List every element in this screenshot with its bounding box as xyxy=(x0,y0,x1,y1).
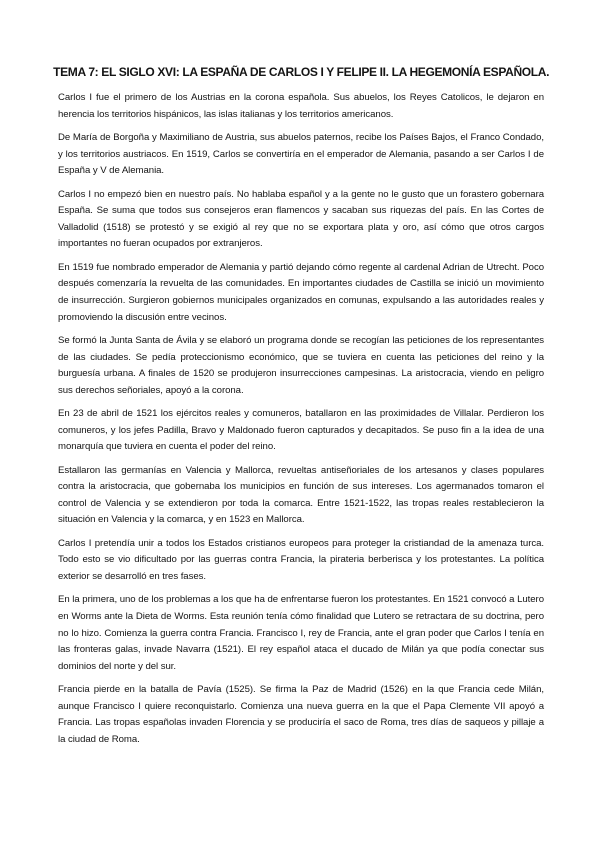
paragraph-carlos-herencia: Carlos I fue el primero de los Austrias en la corona española. Sus abuelos, los Reyes Catolicos, le dejaron en herencia los territorios hispánicos, las islas italianas y los territorios americanos. xyxy=(58,92,544,120)
document-title: TEMA 7: EL SIGLO XVI: LA ESPAÑA DE CARLOS I Y FELIPE II. LA HEGEMONÍA ESPAÑOLA. xyxy=(53,65,550,79)
paragraph-primera-fase: En la primera, uno de los problemas a los que ha de enfrentarse fueron los protestantes. En 1521 convocó a Lutero en Worms ante la Dieta de Worms. Esta reunión tenía cómo finalidad que Lutero se retractara de su doctrina, pero no lo hizo. Comienza la guerra contra Francia. Francisco I, rey de Francia, ante el gran poder que Carlos I tenía en las fronteras galas, invade Navarra (1521). El rey español ataca el ducado de Milán ya que podía conectar sus dominios del norte y del sur. xyxy=(58,594,544,672)
paragraph-villalar: En 23 de abril de 1521 los ejércitos reales y comuneros, batallaron en las proximidades de Villalar. Perdieron los comuneros, y los jefes Padilla, Bravo y Maldonado fueron capturados y decapitados. Se puso fin a la idea de una monarquía que tuviera en cuenta el poder del reino. xyxy=(58,408,544,453)
paragraph-pavia: Francia pierde en la batalla de Pavía (1525). Se firma la Paz de Madrid (1526) en la que Francia cede Milán, aunque Francisco I quiere reconquistarlo. Comienza una nueva guerra en la que el Papa Clemente VII apoyó a Francia. Las tropas españolas invaden Florencia y se produciría el saco de Roma, tres días de saqueos y pillaje a la ciudad de Roma. xyxy=(58,684,544,745)
paragraph-germanias: Estallaron las germanías en Valencia y Mallorca, revueltas antiseñoriales de los artesanos y clases populares contra la aristocracia, que gobernaba los municipios en función de sus intereses. Los agermanados tomaron el control de Valencia y se extendieron por toda la comarca. Entre 1521-1522, las tropas reales restablecieron la situación en Valencia y la comarca, y en 1523 en Mallorca. xyxy=(58,464,544,526)
paragraph-comunidades: En 1519 fue nombrado emperador de Alemania y partió dejando cómo regente al cardenal Adrian de Utrecht. Poco después comenzaría la revuelta de las comunidades. En importantes ciudades de Castilla se inició un movimiento de insurrección. Surgieron gobiernos municipales organizados en comunas, expulsando a las autoridades reales y promoviendo la discusión entre vecinos. xyxy=(58,261,544,323)
paragraph-inicio-reinado: Carlos I no empezó bien en nuestro país. No hablaba español y a la gente no le gusto que un forastero gobernara España. Se suma que todos sus consejeros eran flamencos y sacaban sus riquezas del país. En las Cortes de Valladolid (1518) se protestó y se exigió al rey que no se exportara plata y oro, así cómo que otros cargos importantes no fueran ocupados por extranjeros. xyxy=(58,188,544,250)
paragraph-junta-avila: Se formó la Junta Santa de Ávila y se elaboró un programa donde se recogían las peticiones de los representantes de las ciudades. Se pedía proteccionismo económico, que se tuviera en cuenta las peticiones del reino y la burguesía urbana. A finales de 1520 se produjeron insurrecciones campesinas. La aristocracia, viendo en peligro sus derechos señoriales, apoyó a la corona. xyxy=(58,334,544,396)
paragraph-abuelos-paternos: De María de Borgoña y Maximiliano de Austria, sus abuelos paternos, recibe los Países Bajos, el Franco Condado, y los territorios austriacos. En 1519, Carlos se convertiría en el emperador de Alemania, pasando a ser Carlos I de España y V de Alemania. xyxy=(58,131,544,177)
paragraph-politica-exterior: Carlos I pretendía unir a todos los Estados cristianos europeos para proteger la cristiandad de la amenaza turca. Todo esto se vio dificultado por las guerras contra Francia, la pirateria berberisca y los protestantes. La política exterior se desarrolló en tres fases. xyxy=(58,537,544,583)
